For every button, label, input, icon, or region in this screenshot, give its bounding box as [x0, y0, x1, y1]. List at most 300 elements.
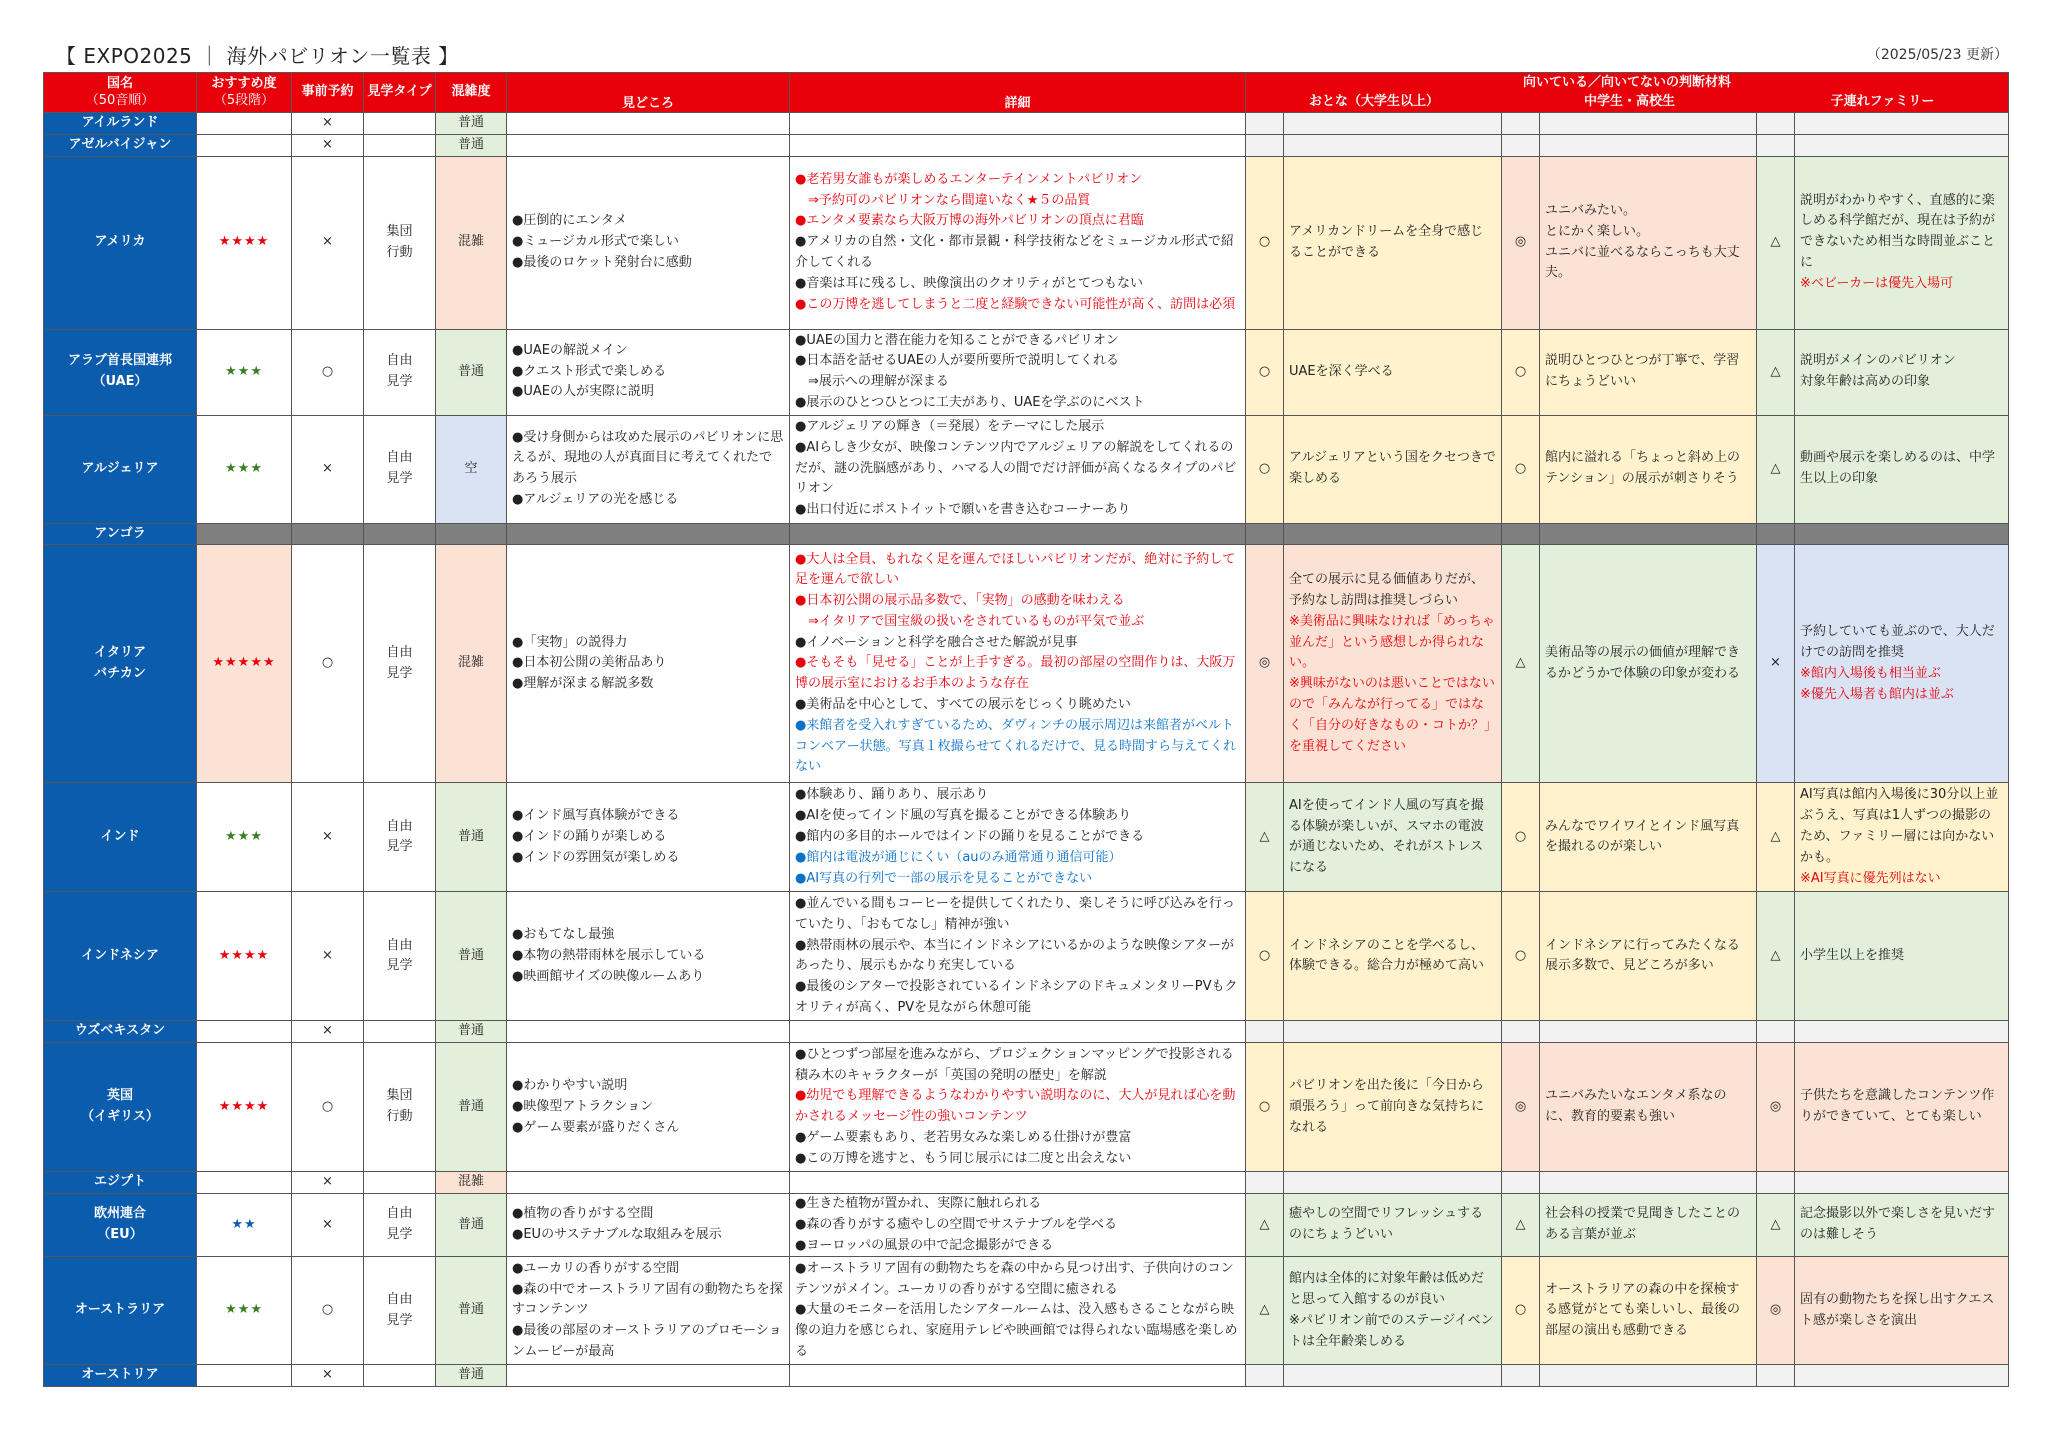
text-line: 欧州連合: [93, 1206, 146, 1222]
text-line: 自由: [386, 1206, 413, 1222]
recommend-stars: [197, 1365, 292, 1387]
family-note: [1795, 134, 2009, 156]
recommend-stars: [197, 1021, 292, 1043]
header-reserve: 事前予約: [292, 73, 364, 113]
empty-cell: [1757, 523, 1795, 545]
text-line: AI写真は館内入場後に30分以上並ぶうえ、写真は1人ずつの撮影のため、ファミリー層には向かないかも。: [1800, 787, 1999, 865]
text-line: 行動: [386, 1109, 413, 1125]
adult-note: [1284, 134, 1502, 156]
text-line: ●アルジェリアの輝き（＝発展）をテーマにした展示: [795, 419, 1105, 435]
student-mark: ○: [1502, 783, 1540, 892]
text-line: ●本物の熱帯雨林を展示している: [512, 947, 706, 963]
student-note: [1540, 113, 1757, 135]
text-line: ●音楽は耳に残るし、映像演出のクオリティがとてつもない: [795, 275, 1144, 291]
text-line: ●展示のひとつひとつに工夫があり、UAEを学ぶのにベスト: [795, 394, 1145, 410]
text-line: 対象年齢は高めの印象: [1800, 374, 1931, 390]
reserve-mark: ×: [292, 1172, 364, 1194]
text-line: アメリカンドリームを全身で感じることができる: [1289, 223, 1484, 260]
text-line: オーストリア: [81, 1367, 159, 1383]
adult-note: [1284, 1043, 1502, 1172]
text-line: 記念撮影以外で楽しさを見いだすのは難しそう: [1800, 1206, 1996, 1243]
text-line: 見学: [386, 665, 413, 681]
text-line: 英国: [106, 1088, 133, 1104]
reserve-mark: ○: [292, 545, 364, 783]
text-line: 見学: [386, 1312, 413, 1328]
details-cell: [790, 783, 1246, 892]
student-mark: [1502, 1365, 1540, 1387]
empty-cell: [364, 523, 436, 545]
visit-type: [364, 1257, 436, 1365]
adult-mark: [1246, 1365, 1284, 1387]
text-line: 固有の動物たちを探し出すクエスト感が楽しさを演出: [1800, 1292, 1995, 1328]
header-adult: おとな（大学生以上）: [1308, 93, 1439, 109]
details-cell: [790, 134, 1246, 156]
student-note: [1540, 783, 1757, 892]
recommend-stars: ★★★★: [197, 892, 292, 1021]
text-line: ※興味がないのは悪いことではないので「みんなが行ってる」ではなく「自分の好きなもの・コトか？」を重視してください: [1289, 676, 1495, 754]
text-line: 全ての展示に見る価値ありだが、予約なし訪問は推奨しづらい: [1289, 572, 1485, 609]
details-cell: [790, 1172, 1246, 1194]
recommend-stars: ★★★★: [197, 156, 292, 329]
text-line: 説明ひとつひとつが丁寧で、学習にちょうどいい: [1545, 353, 1740, 390]
text-line: 集団: [386, 1088, 413, 1104]
header-crowd: 混雑度: [436, 73, 507, 113]
crowd-level: 普通: [436, 134, 507, 156]
adult-note: [1284, 415, 1502, 523]
crowd-level: 普通: [436, 1193, 507, 1256]
highlights-cell: [507, 329, 790, 415]
text-line: ●老若男女誰もが楽しめるエンターテインメントパビリオン: [795, 171, 1143, 187]
empty-cell: [507, 523, 790, 545]
visit-type: [364, 1021, 436, 1043]
family-note: [1795, 1193, 2009, 1256]
text-line: ●AI写真の行列で一部の展示を見ることができない: [795, 870, 1093, 886]
adult-note: [1284, 113, 1502, 135]
student-note: [1540, 545, 1757, 783]
text-line: ●最後の部屋のオーストラリアのプロモーションムービーが最高: [512, 1323, 782, 1360]
adult-mark: △: [1246, 1257, 1284, 1365]
student-mark: △: [1502, 1193, 1540, 1256]
highlights-cell: [507, 1257, 790, 1365]
family-note: [1795, 1172, 2009, 1194]
table-row: [44, 1021, 2009, 1043]
visit-type: [364, 1172, 436, 1194]
pavilion-table: [43, 72, 2009, 1387]
text-line: オーストラリアの森の中を探検する感覚がとても楽しいし、最後の部屋の演出も感動できる: [1545, 1281, 1741, 1339]
student-note: [1540, 1021, 1757, 1043]
country-name: [44, 783, 197, 892]
text-line: アメリカ: [94, 234, 146, 250]
student-mark: ○: [1502, 329, 1540, 415]
crowd-level: 普通: [436, 1257, 507, 1365]
text-line: ※美術品に興味なければ「めっちゃ並んだ」という感想しか得られない。: [1289, 613, 1495, 671]
text-line: ⇒展示への理解が深まる: [795, 374, 949, 390]
text-line: ●熱帯雨林の展示や、本当にインドネシアにいるかのような映像シアターがあったり、展示もかなり充実している: [795, 937, 1235, 974]
text-line: ●ゲーム要素が盛りだくさん: [512, 1119, 680, 1135]
text-line: ●アルジェリアの光を感じる: [512, 491, 679, 507]
text-line: 自由: [386, 645, 413, 661]
page-title: 【 EXPO2025 ｜ 海外パビリオン一覧表 】: [56, 44, 459, 68]
reserve-mark: ×: [292, 1365, 364, 1387]
visit-type: [364, 329, 436, 415]
student-mark: [1502, 113, 1540, 135]
reserve-mark: ×: [292, 1193, 364, 1256]
text-line: 自由: [386, 1292, 413, 1308]
family-note: [1795, 783, 2009, 892]
student-note: [1540, 1043, 1757, 1172]
reserve-mark: ○: [292, 1257, 364, 1365]
details-cell: [790, 545, 1246, 783]
adult-note: [1284, 892, 1502, 1021]
text-line: ●インドの踊りが楽しめる: [512, 828, 667, 844]
family-note: [1795, 1043, 2009, 1172]
text-line: ●美術品を中心として、すべての展示をじっくり眺めたい: [795, 697, 1131, 713]
details-cell: [790, 1043, 1246, 1172]
text-line: エジプト: [93, 1174, 146, 1190]
text-line: ●日本語を話せるUAEの人が要所要所で説明してくれる: [795, 353, 1119, 369]
visit-type: [364, 783, 436, 892]
reserve-mark: ○: [292, 1043, 364, 1172]
text-line: 集団: [386, 223, 413, 239]
adult-note: [1284, 1257, 1502, 1365]
student-mark: [1502, 1021, 1540, 1043]
text-line: 見学: [386, 471, 413, 487]
header-student: 中学生・高校生: [1583, 93, 1675, 109]
text-line: ●館内は電波が通じにくい（auのみ通常通り通信可能）: [795, 849, 1122, 865]
highlights-cell: [507, 545, 790, 783]
student-mark: [1502, 134, 1540, 156]
adult-note: [1284, 329, 1502, 415]
family-mark: [1757, 1172, 1795, 1194]
recommend-stars: ★★★: [197, 783, 292, 892]
recommend-stars: ★★★★: [197, 1043, 292, 1172]
empty-cell: [197, 523, 292, 545]
highlights-cell: [507, 1193, 790, 1256]
text-line: AIを使ってインド人風の写真を撮る体験が楽しいが、スマホの電波が通じないため、それがストレスになる: [1289, 797, 1484, 876]
country-name: [44, 415, 197, 523]
adult-mark: ○: [1246, 1043, 1284, 1172]
crowd-level: 普通: [436, 113, 507, 135]
table-row: [44, 1257, 2009, 1365]
text-line: ●UAEの解説メイン: [512, 342, 628, 358]
text-line: 見学: [386, 374, 413, 390]
country-name: [44, 134, 197, 156]
text-line: ●インドの雰囲気が楽しめる: [512, 849, 680, 865]
visit-type: [364, 113, 436, 135]
highlights-cell: [507, 1365, 790, 1387]
text-line: ●来館者を受入れすぎているため、ダヴィンチの展示周辺は来館者がベルトコンベアー状態。写真１枚撮らせてくれるだけで、見る時間すら与えてくれない: [795, 717, 1236, 775]
text-line: UAEを深く学べる: [1289, 363, 1394, 379]
table-row: [44, 1365, 2009, 1387]
recommend-stars: ★★★: [197, 329, 292, 415]
text-line: ユニバに並べるならこっちも大丈夫。: [1545, 244, 1740, 281]
student-note: [1540, 1172, 1757, 1194]
text-line: ●植物の香りがする空間: [512, 1206, 654, 1222]
text-line: 予約していても並ぶので、大人だけでの訪問を推奨: [1800, 624, 1995, 661]
text-line: ユニバみたい。: [1545, 203, 1637, 218]
highlights-cell: [507, 1172, 790, 1194]
crowd-level: 空: [436, 415, 507, 523]
recommend-stars: ★★★: [197, 1257, 292, 1365]
highlights-cell: [507, 1043, 790, 1172]
text-line: ●生きた植物が置かれ、実際に触れられる: [795, 1195, 1042, 1211]
text-line: ウズベキスタン: [74, 1023, 166, 1039]
text-line: アゼルバイジャン: [68, 136, 172, 152]
adult-mark: ○: [1246, 329, 1284, 415]
header-judgment: 向いている／向いてないの判断材料 おとな（大学生以上） 中学生・高校生 子連れファミリー: [1246, 73, 2009, 113]
table-row: [44, 415, 2009, 523]
family-note: [1795, 415, 2009, 523]
text-line: ●映画館サイズの映像ルームあり: [512, 968, 705, 984]
family-mark: △: [1757, 892, 1795, 1021]
family-note: [1795, 1257, 2009, 1365]
text-line: ●イノベーションと科学を融合させた解説が見事: [795, 634, 1078, 650]
country-name: [44, 1172, 197, 1194]
reserve-mark: ×: [292, 1021, 364, 1043]
empty-cell: [436, 523, 507, 545]
text-line: ●森の中でオーストラリア固有の動物たちを探すコンテンツ: [512, 1281, 783, 1318]
adult-mark: △: [1246, 1193, 1284, 1256]
text-line: パビリオンを出た後に「今日から頑張ろう」って前向きな気持ちになれる: [1289, 1077, 1485, 1135]
text-line: ⇒予約可のパビリオンなら間違いなく★５の品質: [795, 192, 1091, 208]
header-row: [44, 73, 2009, 113]
crowd-level: 普通: [436, 1365, 507, 1387]
student-note: [1540, 415, 1757, 523]
text-line: ●エンタメ要素なら大阪万博の海外パビリオンの頂点に君臨: [795, 213, 1144, 229]
family-mark: [1757, 113, 1795, 135]
text-line: ●ひとつずつ部屋を進みながら、プロジェクションマッピングで投影される積み木のキャラクターが「英国の発明の歴史」を解説: [795, 1046, 1234, 1083]
reserve-mark: ×: [292, 134, 364, 156]
text-line: ⇒イタリアで国宝級の扱いをされているものが平気で並ぶ: [795, 613, 1145, 629]
visit-type: [364, 892, 436, 1021]
text-line: ●AIを使ってインド風の写真を撮ることができる体験あり: [795, 808, 1132, 824]
table-row: [44, 892, 2009, 1021]
family-mark: △: [1757, 329, 1795, 415]
student-mark: ○: [1502, 415, 1540, 523]
adult-mark: [1246, 113, 1284, 135]
crowd-level: 普通: [436, 892, 507, 1021]
student-mark: ◎: [1502, 156, 1540, 329]
crowd-level: 混雑: [436, 545, 507, 783]
student-note: [1540, 892, 1757, 1021]
text-line: ●UAEの国力と潜在能力を知ることができるパビリオン: [795, 332, 1119, 348]
updated-date: （2025/05/23 更新）: [1866, 47, 2008, 63]
text-line: ●インド風写真体験ができる: [512, 808, 680, 824]
text-line: 説明がメインのパビリオン: [1800, 353, 1956, 369]
table-row: [44, 545, 2009, 783]
crowd-level: 普通: [436, 1021, 507, 1043]
highlights-cell: [507, 134, 790, 156]
text-line: ●幼児でも理解できるようなわかりやすい説明なのに、大人が見れば心を動かされるメッセージ性の強いコンテンツ: [795, 1088, 1236, 1125]
adult-note: [1284, 1193, 1502, 1256]
recommend-stars: ★★★: [197, 415, 292, 523]
table-row: [44, 1193, 2009, 1256]
crowd-level: 普通: [436, 1043, 507, 1172]
text-line: アンゴラ: [94, 525, 146, 541]
reserve-mark: ○: [292, 329, 364, 415]
empty-cell: [1502, 523, 1540, 545]
empty-cell: [1540, 523, 1757, 545]
text-line: ●理解が深まる解説多数: [512, 676, 654, 692]
text-line: ●オーストラリア固有の動物たちを森の中から見つけ出す、子供向けのコンテンツがメイン。ユーカリの香りがする空間に癒される: [795, 1260, 1234, 1297]
empty-cell: [1284, 523, 1502, 545]
text-line: アルジェリアという国をクセつきで楽しめる: [1289, 450, 1496, 487]
text-line: 説明がわかりやすく、直感的に楽しめる科学館だが、現在は予約ができないため相当な時間並ぶことに: [1800, 192, 1996, 270]
visit-type: [364, 415, 436, 523]
text-line: ※館内入場後も相当並ぶ: [1800, 665, 1941, 681]
adult-note: [1284, 1021, 1502, 1043]
text-line: ●館内の多目的ホールではインドの踊りを見ることができる: [795, 828, 1145, 844]
details-cell: [790, 1257, 1246, 1365]
text-line: ●ミュージカル形式で楽しい: [512, 234, 679, 250]
text-line: アラブ首長国連邦: [67, 353, 172, 369]
family-mark: [1757, 134, 1795, 156]
country-name: [44, 1193, 197, 1256]
adult-note: [1284, 545, 1502, 783]
family-mark: △: [1757, 415, 1795, 523]
family-note: [1795, 892, 2009, 1021]
highlights-cell: [507, 783, 790, 892]
country-name: [44, 892, 197, 1021]
text-line: ※パビリオン前でのステージイベントは全年齢楽しめる: [1289, 1312, 1494, 1349]
text-line: インド: [100, 828, 140, 844]
family-note: [1795, 329, 2009, 415]
text-line: 行動: [386, 244, 413, 260]
student-note: [1540, 329, 1757, 415]
text-line: インドネシアに行ってみたくなる展示多数で、見どころが多い: [1545, 937, 1740, 974]
text-line: ●この万博を逃してしまうと二度と経験できない可能性が高く、訪問は必須: [795, 296, 1236, 312]
text-line: （UAE）: [92, 374, 148, 390]
text-line: 子供たちを意識したコンテンツ作りができていて、とても楽しい: [1800, 1088, 1995, 1125]
country-name: [44, 1365, 197, 1387]
empty-cell: [292, 523, 364, 545]
details-cell: [790, 415, 1246, 523]
details-cell: [790, 1193, 1246, 1256]
student-mark: ○: [1502, 892, 1540, 1021]
text-line: 館内に溢れる「ちょっと斜め上のテンション」の展示が刺さりそう: [1545, 450, 1741, 487]
header-country: 国名 （50音順）: [44, 73, 197, 113]
student-mark: ○: [1502, 1257, 1540, 1365]
text-line: ●そもそも「見せる」ことが上手すぎる。最初の部屋の空間作りは、大阪万博の展示室におけるお手本のような存在: [795, 655, 1236, 692]
adult-note: [1284, 156, 1502, 329]
text-line: アイルランド: [81, 115, 159, 130]
recommend-stars: ★★★★★: [197, 545, 292, 783]
highlights-cell: [507, 156, 790, 329]
details-cell: [790, 329, 1246, 415]
text-line: ●わかりやすい説明: [512, 1077, 628, 1093]
student-note: [1540, 1365, 1757, 1387]
text-line: 見学: [386, 958, 413, 974]
text-line: ●ヨーロッパの風景の中で記念撮影ができる: [795, 1237, 1054, 1253]
details-cell: [790, 156, 1246, 329]
text-line: ●おもてなし最強: [512, 927, 615, 943]
text-line: アルジェリア: [81, 460, 159, 476]
adult-note: [1284, 1172, 1502, 1194]
country-name: [44, 113, 197, 135]
adult-mark: [1246, 1021, 1284, 1043]
family-mark: △: [1757, 156, 1795, 329]
text-line: 動画や展示を楽しめるのは、中学生以上の印象: [1800, 450, 1996, 487]
table-row: [44, 113, 2009, 135]
recommend-stars: [197, 113, 292, 135]
text-line: ●最後のロケット発射台に感動: [512, 254, 692, 270]
highlights-cell: [507, 892, 790, 1021]
text-line: ※AI写真に優先列はない: [1800, 870, 1941, 886]
text-line: （イギリス）: [81, 1109, 159, 1125]
visit-type: [364, 156, 436, 329]
visit-type: [364, 134, 436, 156]
text-line: ●圧倒的にエンタメ: [512, 213, 627, 229]
text-line: ●この万博を逃すと、もう同じ展示には二度と出会えない: [795, 1150, 1132, 1166]
family-note: [1795, 113, 2009, 135]
text-line: ユニバみたいなエンタメ系なのに、教育的要素も強い: [1545, 1088, 1727, 1125]
reserve-mark: ×: [292, 113, 364, 135]
reserve-mark: ×: [292, 415, 364, 523]
text-line: ●UAEの人が実際に説明: [512, 384, 654, 400]
family-mark: ◎: [1757, 1043, 1795, 1172]
family-note: [1795, 1021, 2009, 1043]
text-line: ●ゲーム要素もあり、老若男女みな楽しめる仕掛けが豊富: [795, 1129, 1132, 1145]
student-note: [1540, 134, 1757, 156]
text-line: ●アメリカの自然・文化・都市景観・科学技術などをミュージカル形式で紹介してくれる: [795, 234, 1234, 270]
text-line: ●日本初公開の展示品多数で、「実物」の感動を味わえる: [795, 593, 1125, 609]
details-cell: [790, 1021, 1246, 1043]
country-name: [44, 545, 197, 783]
adult-note: [1284, 1365, 1502, 1387]
text-line: 見学: [386, 1227, 413, 1243]
text-line: オーストラリア: [74, 1302, 166, 1318]
text-line: 美術品等の展示の価値が理解できるかどうかで体験の印象が変わる: [1545, 645, 1741, 681]
text-line: ●受け身側からは攻めた展示のパビリオンに思えるが、現地の人が真面目に考えてくれたであろう展示: [512, 429, 784, 487]
student-mark: [1502, 1172, 1540, 1194]
text-line: ※ベビーカーは優先入場可: [1800, 275, 1954, 291]
family-note: [1795, 156, 2009, 329]
table-row: [44, 523, 2009, 545]
family-mark: [1757, 1021, 1795, 1043]
header-type: 見学タイプ: [364, 73, 436, 113]
student-note: [1540, 156, 1757, 329]
header-details: 詳細: [790, 73, 1246, 113]
family-mark: △: [1757, 1193, 1795, 1256]
text-line: インドネシア: [81, 947, 159, 963]
crowd-level: 普通: [436, 329, 507, 415]
empty-cell: [1795, 523, 2009, 545]
table-row: [44, 156, 2009, 329]
adult-mark: ○: [1246, 156, 1284, 329]
text-line: 自由: [386, 937, 413, 953]
visit-type: [364, 1043, 436, 1172]
text-line: 社会科の授業で見聞きしたことのある言葉が並ぶ: [1545, 1206, 1741, 1243]
visit-type: [364, 1193, 436, 1256]
student-note: [1540, 1257, 1757, 1365]
text-line: ●最後のシアターで投影されているインドネシアのドキュメンタリーPVもクオリティが高く、PVを見ながら休憩可能: [795, 979, 1238, 1015]
recommend-stars: [197, 1172, 292, 1194]
text-line: ●「実物」の説得力: [512, 634, 628, 650]
details-cell: [790, 892, 1246, 1021]
text-line: 小学生以上を推奨: [1800, 947, 1905, 963]
adult-mark: ○: [1246, 415, 1284, 523]
visit-type: [364, 1365, 436, 1387]
recommend-stars: ★★: [197, 1193, 292, 1256]
text-line: ●体験あり、踊りあり、展示あり: [795, 787, 989, 803]
country-name: [44, 1257, 197, 1365]
header-highlights: 見どころ: [507, 73, 790, 113]
country-name: [44, 329, 197, 415]
highlights-cell: [507, 1021, 790, 1043]
text-line: 自由: [386, 450, 413, 466]
header-recommend: おすすめ度 （5段階）: [197, 73, 292, 113]
visit-type: [364, 545, 436, 783]
